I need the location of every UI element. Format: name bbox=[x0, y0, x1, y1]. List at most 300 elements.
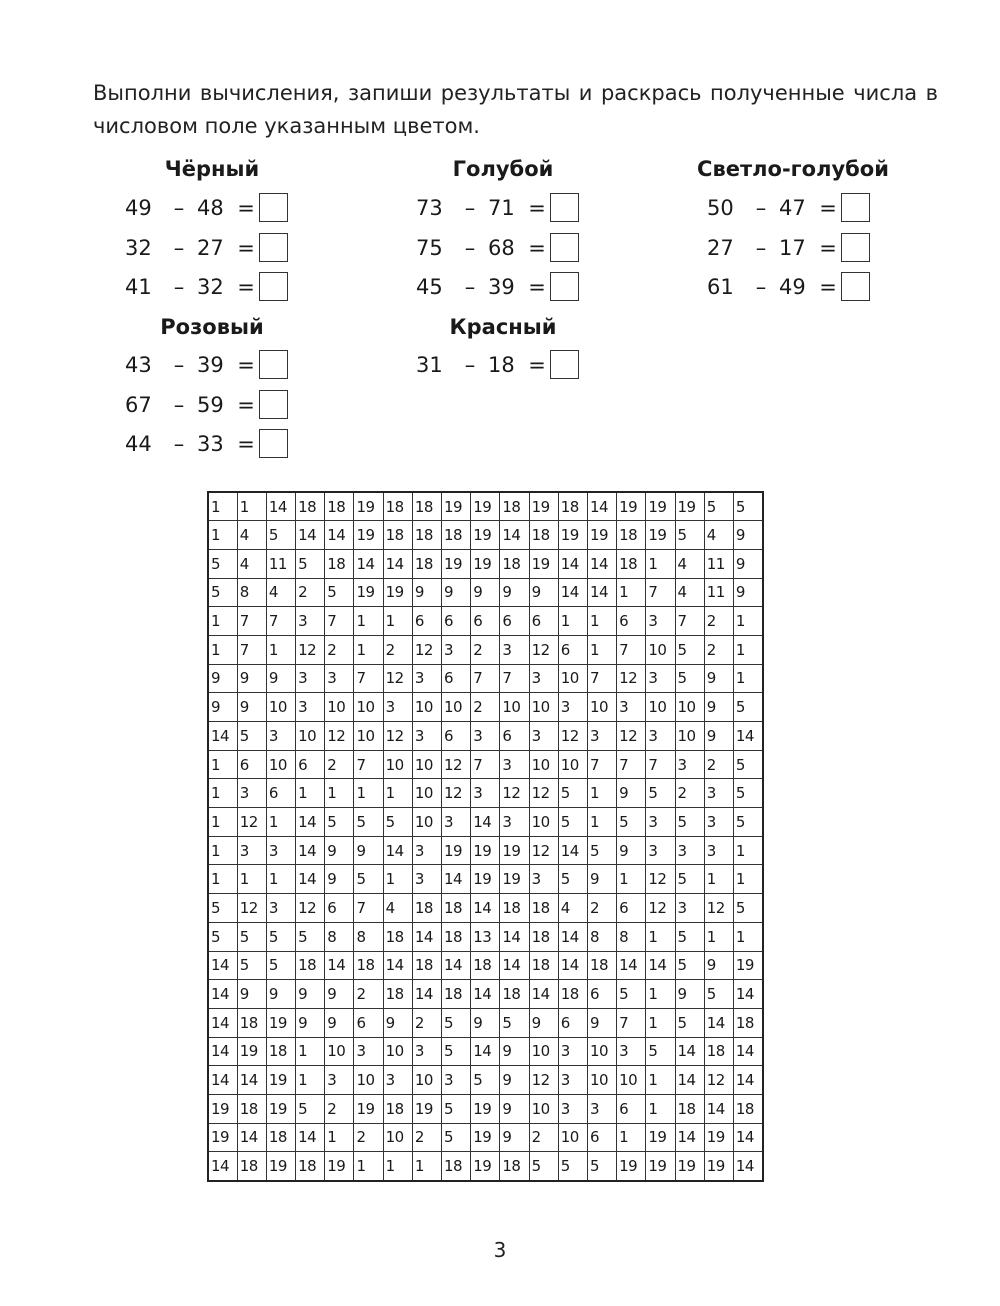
grid-cell[interactable]: 18 bbox=[325, 549, 354, 578]
grid-cell[interactable]: 5 bbox=[704, 980, 733, 1009]
grid-cell[interactable]: 9 bbox=[733, 521, 762, 550]
grid-cell[interactable]: 5 bbox=[354, 865, 383, 894]
grid-cell[interactable]: 9 bbox=[412, 578, 441, 607]
grid-cell[interactable]: 2 bbox=[704, 607, 733, 636]
grid-cell[interactable]: 18 bbox=[617, 549, 646, 578]
grid-cell[interactable]: 19 bbox=[471, 1152, 500, 1181]
grid-cell[interactable]: 18 bbox=[558, 980, 587, 1009]
grid-cell[interactable]: 12 bbox=[646, 894, 675, 923]
grid-cell[interactable]: 10 bbox=[529, 808, 558, 837]
grid-cell[interactable]: 14 bbox=[558, 549, 587, 578]
grid-cell[interactable]: 3 bbox=[412, 865, 441, 894]
grid-cell[interactable]: 2 bbox=[354, 980, 383, 1009]
grid-cell[interactable]: 5 bbox=[442, 1094, 471, 1123]
grid-cell[interactable]: 9 bbox=[617, 779, 646, 808]
grid-cell[interactable]: 6 bbox=[500, 607, 529, 636]
grid-cell[interactable]: 8 bbox=[354, 922, 383, 951]
grid-cell[interactable]: 14 bbox=[296, 836, 325, 865]
grid-cell[interactable]: 18 bbox=[529, 951, 558, 980]
grid-cell[interactable]: 10 bbox=[325, 693, 354, 722]
grid-cell[interactable]: 2 bbox=[354, 1123, 383, 1152]
grid-cell[interactable]: 18 bbox=[471, 951, 500, 980]
grid-cell[interactable]: 6 bbox=[587, 980, 616, 1009]
grid-cell[interactable]: 10 bbox=[296, 722, 325, 751]
grid-cell[interactable]: 9 bbox=[500, 578, 529, 607]
answer-box[interactable] bbox=[550, 193, 579, 222]
grid-cell[interactable]: 18 bbox=[237, 1008, 266, 1037]
grid-cell[interactable]: 18 bbox=[733, 1094, 762, 1123]
grid-cell[interactable]: 1 bbox=[296, 779, 325, 808]
grid-cell[interactable]: 1 bbox=[208, 779, 237, 808]
grid-cell[interactable]: 18 bbox=[442, 980, 471, 1009]
grid-cell[interactable]: 19 bbox=[383, 578, 412, 607]
grid-cell[interactable]: 7 bbox=[266, 607, 295, 636]
grid-cell[interactable]: 2 bbox=[529, 1123, 558, 1152]
grid-cell[interactable]: 19 bbox=[587, 521, 616, 550]
grid-cell[interactable]: 9 bbox=[208, 664, 237, 693]
grid-cell[interactable]: 10 bbox=[587, 1066, 616, 1095]
grid-cell[interactable]: 6 bbox=[558, 635, 587, 664]
grid-cell[interactable]: 3 bbox=[325, 664, 354, 693]
grid-cell[interactable]: 19 bbox=[237, 1037, 266, 1066]
grid-cell[interactable]: 5 bbox=[675, 1008, 704, 1037]
grid-cell[interactable]: 14 bbox=[412, 922, 441, 951]
grid-cell[interactable]: 18 bbox=[442, 521, 471, 550]
grid-cell[interactable]: 1 bbox=[646, 549, 675, 578]
grid-cell[interactable]: 1 bbox=[354, 779, 383, 808]
grid-cell[interactable]: 1 bbox=[646, 1008, 675, 1037]
grid-cell[interactable]: 5 bbox=[237, 922, 266, 951]
grid-cell[interactable]: 5 bbox=[325, 578, 354, 607]
grid-cell[interactable]: 1 bbox=[266, 865, 295, 894]
grid-cell[interactable]: 18 bbox=[296, 1152, 325, 1181]
grid-cell[interactable]: 10 bbox=[412, 779, 441, 808]
grid-cell[interactable]: 18 bbox=[383, 1094, 412, 1123]
grid-cell[interactable]: 7 bbox=[471, 664, 500, 693]
grid-cell[interactable]: 10 bbox=[675, 693, 704, 722]
grid-cell[interactable]: 1 bbox=[733, 635, 762, 664]
grid-cell[interactable]: 12 bbox=[442, 779, 471, 808]
grid-cell[interactable]: 19 bbox=[354, 492, 383, 521]
grid-cell[interactable]: 5 bbox=[296, 1094, 325, 1123]
grid-cell[interactable]: 2 bbox=[325, 750, 354, 779]
grid-cell[interactable]: 1 bbox=[704, 865, 733, 894]
grid-cell[interactable]: 1 bbox=[383, 607, 412, 636]
grid-cell[interactable]: 14 bbox=[471, 1037, 500, 1066]
grid-cell[interactable]: 14 bbox=[500, 521, 529, 550]
grid-cell[interactable]: 2 bbox=[412, 1123, 441, 1152]
grid-cell[interactable]: 10 bbox=[529, 750, 558, 779]
grid-cell[interactable]: 1 bbox=[354, 607, 383, 636]
grid-cell[interactable]: 9 bbox=[442, 578, 471, 607]
grid-cell[interactable]: 3 bbox=[471, 779, 500, 808]
grid-cell[interactable]: 7 bbox=[325, 607, 354, 636]
grid-cell[interactable]: 3 bbox=[383, 1066, 412, 1095]
grid-cell[interactable]: 2 bbox=[412, 1008, 441, 1037]
grid-cell[interactable]: 2 bbox=[325, 635, 354, 664]
grid-cell[interactable]: 18 bbox=[237, 1094, 266, 1123]
grid-cell[interactable]: 10 bbox=[646, 693, 675, 722]
grid-cell[interactable]: 14 bbox=[733, 1152, 762, 1181]
grid-cell[interactable]: 5 bbox=[500, 1008, 529, 1037]
grid-cell[interactable]: 1 bbox=[617, 1123, 646, 1152]
grid-cell[interactable]: 6 bbox=[500, 722, 529, 751]
grid-cell[interactable]: 5 bbox=[354, 808, 383, 837]
grid-cell[interactable]: 7 bbox=[646, 578, 675, 607]
grid-cell[interactable]: 10 bbox=[442, 693, 471, 722]
grid-cell[interactable]: 12 bbox=[617, 664, 646, 693]
grid-cell[interactable]: 7 bbox=[617, 750, 646, 779]
grid-cell[interactable]: 6 bbox=[617, 607, 646, 636]
grid-cell[interactable]: 3 bbox=[587, 722, 616, 751]
grid-cell[interactable]: 18 bbox=[383, 492, 412, 521]
grid-cell[interactable]: 19 bbox=[617, 1152, 646, 1181]
grid-cell[interactable]: 5 bbox=[733, 779, 762, 808]
grid-cell[interactable]: 5 bbox=[442, 1037, 471, 1066]
grid-cell[interactable]: 1 bbox=[587, 808, 616, 837]
grid-cell[interactable]: 5 bbox=[675, 521, 704, 550]
grid-cell[interactable]: 18 bbox=[383, 980, 412, 1009]
grid-cell[interactable]: 14 bbox=[587, 492, 616, 521]
grid-cell[interactable]: 19 bbox=[500, 836, 529, 865]
grid-cell[interactable]: 5 bbox=[237, 951, 266, 980]
grid-cell[interactable]: 19 bbox=[646, 521, 675, 550]
grid-cell[interactable]: 9 bbox=[296, 1008, 325, 1037]
grid-cell[interactable]: 3 bbox=[471, 722, 500, 751]
grid-cell[interactable]: 19 bbox=[471, 549, 500, 578]
grid-cell[interactable]: 18 bbox=[442, 894, 471, 923]
grid-cell[interactable]: 1 bbox=[383, 1152, 412, 1181]
grid-cell[interactable]: 14 bbox=[529, 980, 558, 1009]
grid-cell[interactable]: 10 bbox=[675, 722, 704, 751]
grid-cell[interactable]: 19 bbox=[675, 492, 704, 521]
grid-cell[interactable]: 6 bbox=[558, 1008, 587, 1037]
grid-cell[interactable]: 7 bbox=[587, 750, 616, 779]
grid-cell[interactable]: 3 bbox=[704, 779, 733, 808]
grid-cell[interactable]: 12 bbox=[529, 836, 558, 865]
grid-cell[interactable]: 14 bbox=[296, 808, 325, 837]
grid-cell[interactable]: 8 bbox=[325, 922, 354, 951]
grid-cell[interactable]: 18 bbox=[354, 951, 383, 980]
grid-cell[interactable]: 19 bbox=[646, 1123, 675, 1152]
grid-cell[interactable]: 9 bbox=[383, 1008, 412, 1037]
grid-cell[interactable]: 3 bbox=[558, 1037, 587, 1066]
grid-cell[interactable]: 5 bbox=[558, 1152, 587, 1181]
grid-cell[interactable]: 18 bbox=[617, 521, 646, 550]
answer-box[interactable] bbox=[259, 429, 288, 458]
grid-cell[interactable]: 5 bbox=[704, 492, 733, 521]
grid-cell[interactable]: 10 bbox=[266, 693, 295, 722]
grid-cell[interactable]: 14 bbox=[558, 836, 587, 865]
grid-cell[interactable]: 10 bbox=[383, 750, 412, 779]
grid-cell[interactable]: 5 bbox=[646, 1037, 675, 1066]
grid-cell[interactable]: 5 bbox=[558, 808, 587, 837]
grid-cell[interactable]: 1 bbox=[266, 635, 295, 664]
grid-cell[interactable]: 6 bbox=[296, 750, 325, 779]
grid-cell[interactable]: 3 bbox=[500, 635, 529, 664]
grid-cell[interactable]: 4 bbox=[558, 894, 587, 923]
grid-cell[interactable]: 9 bbox=[500, 1094, 529, 1123]
grid-cell[interactable]: 3 bbox=[646, 836, 675, 865]
grid-cell[interactable]: 1 bbox=[733, 607, 762, 636]
grid-cell[interactable]: 2 bbox=[587, 894, 616, 923]
grid-cell[interactable]: 12 bbox=[529, 635, 558, 664]
grid-cell[interactable]: 10 bbox=[412, 693, 441, 722]
grid-cell[interactable]: 5 bbox=[558, 779, 587, 808]
grid-cell[interactable]: 5 bbox=[587, 836, 616, 865]
grid-cell[interactable]: 5 bbox=[733, 808, 762, 837]
grid-cell[interactable]: 11 bbox=[704, 578, 733, 607]
grid-cell[interactable]: 4 bbox=[675, 549, 704, 578]
grid-cell[interactable]: 14 bbox=[442, 865, 471, 894]
grid-cell[interactable]: 6 bbox=[471, 607, 500, 636]
answer-box[interactable] bbox=[259, 193, 288, 222]
grid-cell[interactable]: 1 bbox=[587, 607, 616, 636]
grid-cell[interactable]: 19 bbox=[471, 865, 500, 894]
grid-cell[interactable]: 14 bbox=[208, 1066, 237, 1095]
grid-cell[interactable]: 18 bbox=[558, 492, 587, 521]
grid-cell[interactable]: 18 bbox=[500, 980, 529, 1009]
grid-cell[interactable]: 4 bbox=[675, 578, 704, 607]
grid-cell[interactable]: 3 bbox=[558, 693, 587, 722]
grid-cell[interactable]: 14 bbox=[675, 1066, 704, 1095]
grid-cell[interactable]: 7 bbox=[675, 607, 704, 636]
grid-cell[interactable]: 12 bbox=[704, 894, 733, 923]
grid-cell[interactable]: 3 bbox=[412, 1037, 441, 1066]
grid-cell[interactable]: 2 bbox=[471, 693, 500, 722]
grid-cell[interactable]: 9 bbox=[704, 664, 733, 693]
grid-cell[interactable]: 5 bbox=[296, 549, 325, 578]
grid-cell[interactable]: 14 bbox=[208, 1152, 237, 1181]
grid-cell[interactable]: 3 bbox=[296, 664, 325, 693]
grid-cell[interactable]: 1 bbox=[733, 836, 762, 865]
grid-cell[interactable]: 9 bbox=[471, 1008, 500, 1037]
grid-cell[interactable]: 14 bbox=[500, 951, 529, 980]
grid-cell[interactable]: 4 bbox=[237, 549, 266, 578]
grid-cell[interactable]: 3 bbox=[237, 779, 266, 808]
grid-cell[interactable]: 19 bbox=[471, 1094, 500, 1123]
grid-cell[interactable]: 18 bbox=[529, 521, 558, 550]
grid-cell[interactable]: 1 bbox=[208, 750, 237, 779]
grid-cell[interactable]: 5 bbox=[237, 722, 266, 751]
grid-cell[interactable]: 3 bbox=[675, 750, 704, 779]
grid-cell[interactable]: 3 bbox=[558, 1066, 587, 1095]
grid-cell[interactable]: 1 bbox=[296, 1037, 325, 1066]
grid-cell[interactable]: 19 bbox=[558, 521, 587, 550]
grid-cell[interactable]: 14 bbox=[675, 1123, 704, 1152]
grid-cell[interactable]: 3 bbox=[646, 664, 675, 693]
answer-box[interactable] bbox=[550, 272, 579, 301]
grid-cell[interactable]: 9 bbox=[733, 549, 762, 578]
grid-cell[interactable]: 5 bbox=[529, 1152, 558, 1181]
grid-cell[interactable]: 2 bbox=[296, 578, 325, 607]
grid-cell[interactable]: 7 bbox=[646, 750, 675, 779]
answer-box[interactable] bbox=[841, 233, 870, 262]
grid-cell[interactable]: 3 bbox=[704, 836, 733, 865]
grid-cell[interactable]: 19 bbox=[471, 521, 500, 550]
grid-cell[interactable]: 3 bbox=[412, 722, 441, 751]
answer-box[interactable] bbox=[841, 272, 870, 301]
grid-cell[interactable]: 1 bbox=[237, 492, 266, 521]
grid-cell[interactable]: 9 bbox=[237, 664, 266, 693]
grid-cell[interactable]: 3 bbox=[412, 664, 441, 693]
grid-cell[interactable]: 8 bbox=[617, 922, 646, 951]
grid-cell[interactable]: 14 bbox=[237, 1066, 266, 1095]
grid-cell[interactable]: 3 bbox=[442, 808, 471, 837]
grid-cell[interactable]: 9 bbox=[675, 980, 704, 1009]
grid-cell[interactable]: 6 bbox=[325, 894, 354, 923]
grid-cell[interactable]: 19 bbox=[471, 492, 500, 521]
grid-cell[interactable]: 14 bbox=[733, 1037, 762, 1066]
grid-cell[interactable]: 5 bbox=[675, 951, 704, 980]
grid-cell[interactable]: 10 bbox=[529, 1094, 558, 1123]
grid-cell[interactable]: 9 bbox=[237, 980, 266, 1009]
grid-cell[interactable]: 14 bbox=[733, 722, 762, 751]
grid-cell[interactable]: 6 bbox=[442, 722, 471, 751]
grid-cell[interactable]: 12 bbox=[529, 779, 558, 808]
grid-cell[interactable]: 2 bbox=[471, 635, 500, 664]
grid-cell[interactable]: 5 bbox=[325, 808, 354, 837]
grid-cell[interactable]: 1 bbox=[617, 865, 646, 894]
grid-cell[interactable]: 19 bbox=[442, 492, 471, 521]
grid-cell[interactable]: 19 bbox=[471, 1123, 500, 1152]
grid-cell[interactable]: 9 bbox=[325, 836, 354, 865]
grid-cell[interactable]: 10 bbox=[266, 750, 295, 779]
grid-cell[interactable]: 7 bbox=[237, 635, 266, 664]
grid-cell[interactable]: 10 bbox=[383, 1037, 412, 1066]
grid-cell[interactable]: 3 bbox=[500, 808, 529, 837]
grid-cell[interactable]: 1 bbox=[733, 664, 762, 693]
grid-cell[interactable]: 3 bbox=[704, 808, 733, 837]
grid-cell[interactable]: 6 bbox=[354, 1008, 383, 1037]
grid-cell[interactable]: 9 bbox=[529, 1008, 558, 1037]
grid-cell[interactable]: 5 bbox=[617, 808, 646, 837]
grid-cell[interactable]: 3 bbox=[237, 836, 266, 865]
grid-cell[interactable]: 19 bbox=[208, 1094, 237, 1123]
grid-cell[interactable]: 5 bbox=[646, 779, 675, 808]
grid-cell[interactable]: 1 bbox=[646, 1066, 675, 1095]
grid-cell[interactable]: 2 bbox=[704, 635, 733, 664]
grid-cell[interactable]: 3 bbox=[296, 607, 325, 636]
grid-cell[interactable]: 2 bbox=[675, 779, 704, 808]
grid-cell[interactable]: 5 bbox=[675, 664, 704, 693]
grid-cell[interactable]: 14 bbox=[383, 549, 412, 578]
grid-cell[interactable]: 1 bbox=[733, 865, 762, 894]
grid-cell[interactable]: 5 bbox=[442, 1123, 471, 1152]
grid-cell[interactable]: 19 bbox=[266, 1066, 295, 1095]
grid-cell[interactable]: 14 bbox=[646, 951, 675, 980]
grid-cell[interactable]: 19 bbox=[733, 951, 762, 980]
grid-cell[interactable]: 5 bbox=[733, 750, 762, 779]
grid-cell[interactable]: 3 bbox=[529, 865, 558, 894]
grid-cell[interactable]: 19 bbox=[704, 1123, 733, 1152]
grid-cell[interactable]: 7 bbox=[471, 750, 500, 779]
grid-cell[interactable]: 19 bbox=[529, 492, 558, 521]
grid-cell[interactable]: 9 bbox=[208, 693, 237, 722]
grid-cell[interactable]: 7 bbox=[354, 664, 383, 693]
grid-cell[interactable]: 18 bbox=[266, 1123, 295, 1152]
grid-cell[interactable]: 11 bbox=[704, 549, 733, 578]
grid-cell[interactable]: 5 bbox=[296, 922, 325, 951]
grid-cell[interactable]: 6 bbox=[442, 607, 471, 636]
grid-cell[interactable]: 5 bbox=[675, 922, 704, 951]
grid-cell[interactable]: 8 bbox=[237, 578, 266, 607]
grid-cell[interactable]: 1 bbox=[208, 808, 237, 837]
grid-cell[interactable]: 9 bbox=[296, 980, 325, 1009]
grid-cell[interactable]: 5 bbox=[733, 693, 762, 722]
grid-cell[interactable]: 9 bbox=[529, 578, 558, 607]
grid-cell[interactable]: 19 bbox=[354, 1094, 383, 1123]
grid-cell[interactable]: 6 bbox=[442, 664, 471, 693]
grid-cell[interactable]: 3 bbox=[558, 1094, 587, 1123]
grid-cell[interactable]: 14 bbox=[208, 1008, 237, 1037]
grid-cell[interactable]: 3 bbox=[354, 1037, 383, 1066]
grid-cell[interactable]: 1 bbox=[296, 1066, 325, 1095]
grid-cell[interactable]: 8 bbox=[587, 922, 616, 951]
grid-cell[interactable]: 5 bbox=[266, 922, 295, 951]
grid-cell[interactable]: 9 bbox=[471, 578, 500, 607]
grid-cell[interactable]: 9 bbox=[704, 722, 733, 751]
grid-cell[interactable]: 3 bbox=[646, 808, 675, 837]
grid-cell[interactable]: 1 bbox=[325, 1123, 354, 1152]
grid-cell[interactable]: 9 bbox=[325, 980, 354, 1009]
grid-cell[interactable]: 14 bbox=[500, 922, 529, 951]
grid-cell[interactable]: 18 bbox=[500, 549, 529, 578]
grid-cell[interactable]: 18 bbox=[529, 922, 558, 951]
grid-cell[interactable]: 1 bbox=[208, 521, 237, 550]
grid-cell[interactable]: 1 bbox=[208, 865, 237, 894]
grid-cell[interactable]: 14 bbox=[208, 722, 237, 751]
grid-cell[interactable]: 19 bbox=[529, 549, 558, 578]
grid-cell[interactable]: 1 bbox=[587, 779, 616, 808]
grid-cell[interactable]: 1 bbox=[412, 1152, 441, 1181]
grid-cell[interactable]: 5 bbox=[383, 808, 412, 837]
grid-cell[interactable]: 10 bbox=[412, 750, 441, 779]
grid-cell[interactable]: 14 bbox=[296, 865, 325, 894]
grid-cell[interactable]: 18 bbox=[587, 951, 616, 980]
grid-cell[interactable]: 7 bbox=[500, 664, 529, 693]
grid-cell[interactable]: 10 bbox=[500, 693, 529, 722]
grid-cell[interactable]: 14 bbox=[325, 951, 354, 980]
grid-cell[interactable]: 18 bbox=[325, 492, 354, 521]
grid-cell[interactable]: 10 bbox=[529, 1037, 558, 1066]
grid-cell[interactable]: 5 bbox=[733, 894, 762, 923]
grid-cell[interactable]: 5 bbox=[208, 549, 237, 578]
grid-cell[interactable]: 2 bbox=[704, 750, 733, 779]
grid-cell[interactable]: 7 bbox=[587, 664, 616, 693]
grid-cell[interactable]: 1 bbox=[208, 607, 237, 636]
grid-cell[interactable]: 6 bbox=[237, 750, 266, 779]
grid-cell[interactable]: 14 bbox=[383, 836, 412, 865]
grid-cell[interactable]: 1 bbox=[733, 922, 762, 951]
grid-cell[interactable]: 14 bbox=[675, 1037, 704, 1066]
grid-cell[interactable]: 19 bbox=[617, 492, 646, 521]
answer-box[interactable] bbox=[259, 350, 288, 379]
grid-cell[interactable]: 14 bbox=[733, 1066, 762, 1095]
grid-cell[interactable]: 19 bbox=[325, 1152, 354, 1181]
grid-cell[interactable]: 14 bbox=[471, 980, 500, 1009]
grid-cell[interactable]: 6 bbox=[617, 894, 646, 923]
grid-cell[interactable]: 19 bbox=[266, 1152, 295, 1181]
grid-cell[interactable]: 1 bbox=[617, 578, 646, 607]
grid-cell[interactable]: 3 bbox=[442, 1066, 471, 1095]
grid-cell[interactable]: 6 bbox=[587, 1123, 616, 1152]
grid-cell[interactable]: 14 bbox=[208, 980, 237, 1009]
grid-cell[interactable]: 19 bbox=[704, 1152, 733, 1181]
grid-cell[interactable]: 10 bbox=[354, 1066, 383, 1095]
grid-cell[interactable]: 9 bbox=[500, 1123, 529, 1152]
grid-cell[interactable]: 3 bbox=[646, 722, 675, 751]
